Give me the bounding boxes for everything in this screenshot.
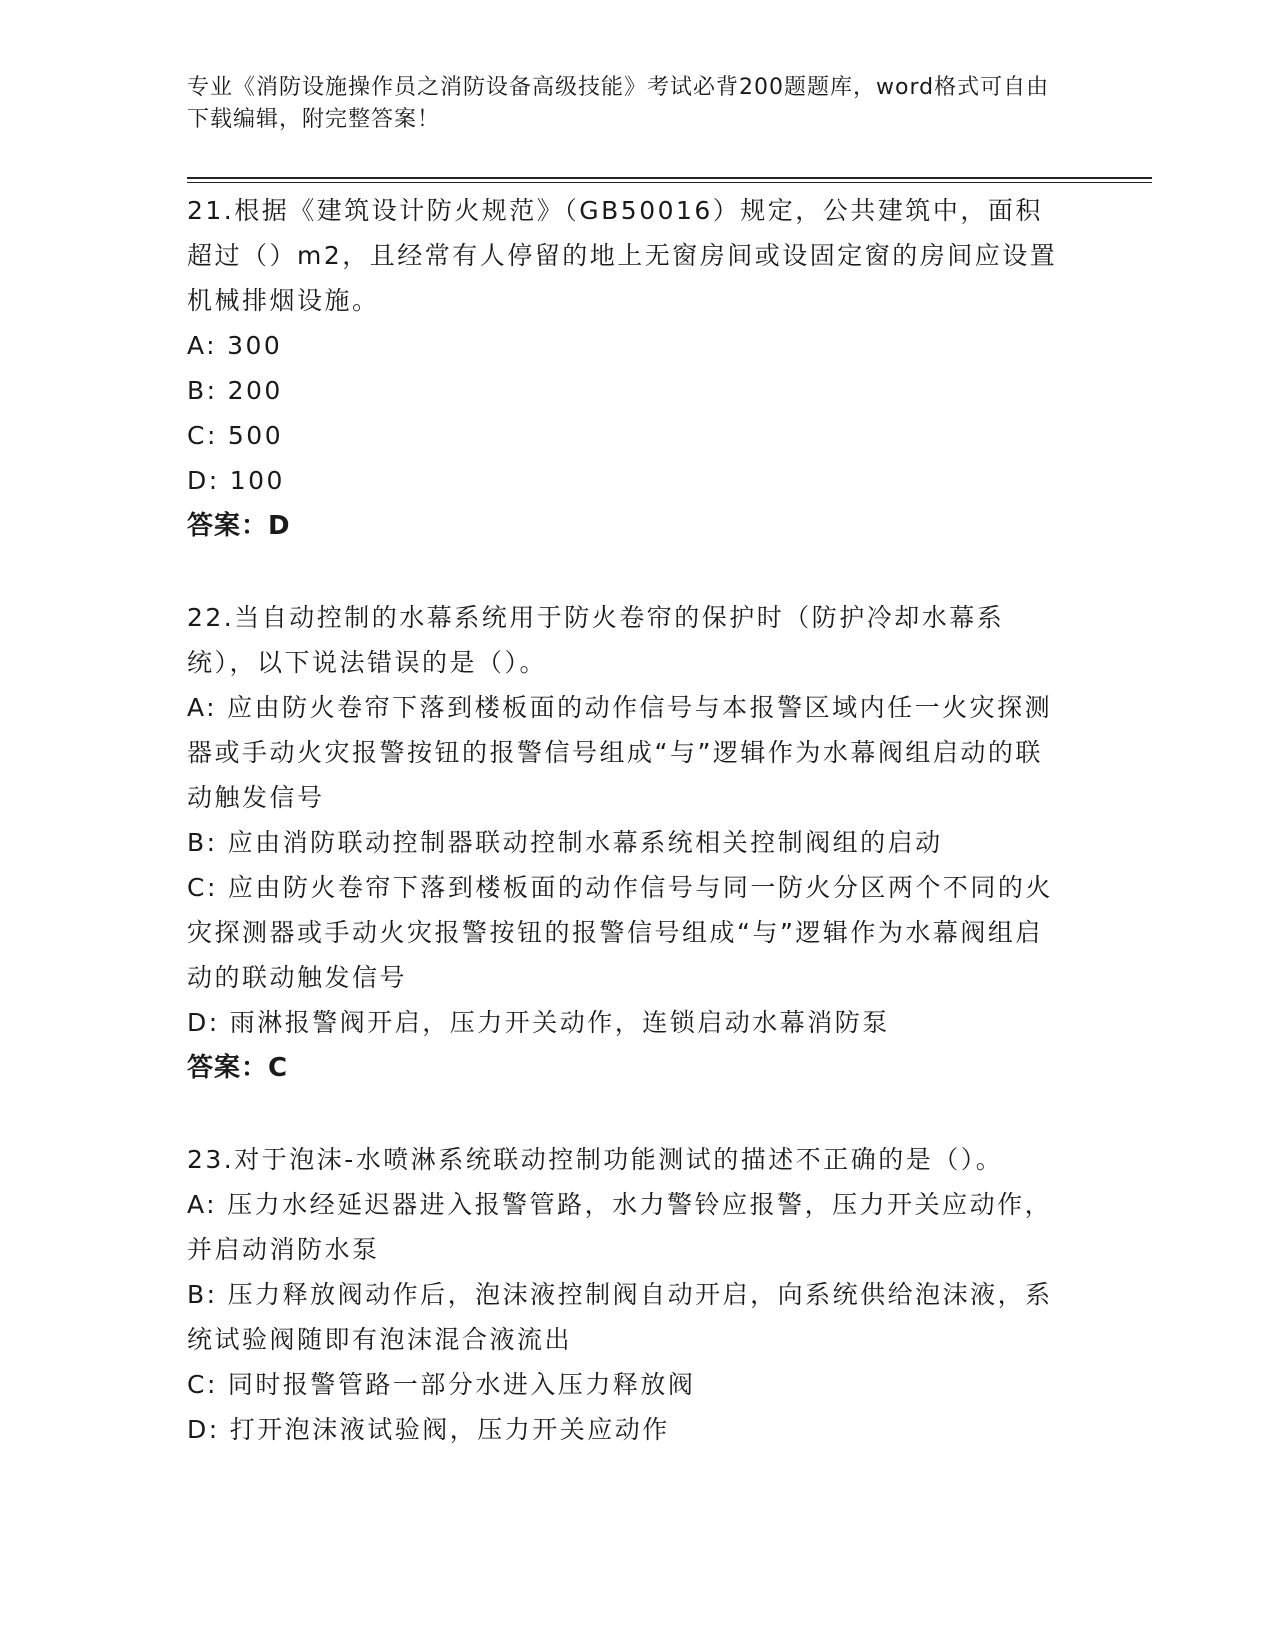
option-d [187,1000,1067,1045]
question-22 [187,595,1067,1091]
answer-label: 答案：C [187,1053,289,1083]
option-b [187,1272,1067,1362]
option-text: 100 [229,466,285,495]
option-d [187,1407,1067,1452]
option-a [187,685,1067,820]
option-c [187,413,1067,458]
option-a [187,1182,1067,1272]
option-key: B: [187,828,218,857]
question-stem: 22.当自动控制的水幕系统用于防火卷帘的保护时（防护冷却水幕系统），以下说法错误的是（）。 [187,603,1005,677]
option-key: A: [187,693,218,722]
option-b [187,820,1067,865]
question-21 [187,188,1067,549]
question-list [187,188,1067,1498]
option-c [187,865,1067,1000]
option-key: C: [187,421,218,450]
option-key: D: [187,1415,220,1444]
option-text: 应由防火卷帘下落到楼板面的动作信号与同一防火分区两个不同的火灾探测器或手动火灾报警按钮的报警信号组成“与”逻辑作为水幕阀组启动的联动触发信号 [187,873,1053,992]
header-divider-thick [187,177,1152,179]
question-stem: 23.对于泡沫-水喷淋系统联动控制功能测试的描述不正确的是（）。 [187,1145,1004,1174]
option-text: 雨淋报警阀开启，压力开关动作，连锁启动水幕消防泵 [229,1008,890,1037]
option-d [187,458,1067,503]
option-text: 打开泡沫液试验阀，压力开关应动作 [229,1415,670,1444]
option-key: A: [187,331,218,360]
option-key: B: [187,376,218,405]
option-text: 压力释放阀动作后，泡沫液控制阀自动开启，向系统供给泡沫液，系统试验阀随即有泡沫混合液流出 [187,1280,1053,1354]
option-b [187,368,1067,413]
option-key: C: [187,873,218,902]
option-text: 500 [227,421,284,450]
option-key: C: [187,1370,218,1399]
option-key: D: [187,1008,220,1037]
option-key: A: [187,1190,218,1219]
option-c [187,1362,1067,1407]
answer-label: 答案：D [187,511,291,541]
option-text: 应由防火卷帘下落到楼板面的动作信号与本报警区域内任一火灾探测器或手动火灾报警按钮的报警信号组成“与”逻辑作为水幕阀组启动的联动触发信号 [187,693,1053,812]
option-a [187,323,1067,368]
option-key: D: [187,466,220,495]
option-text: 同时报警管路一部分水进入压力释放阀 [227,1370,696,1399]
option-text: 压力水经延迟器进入报警管路，水力警铃应报警，压力开关应动作，并启动消防水泵 [187,1190,1053,1264]
option-text: 应由消防联动控制器联动控制水幕系统相关控制阀组的启动 [227,828,943,857]
question-23 [187,1137,1067,1452]
header-divider-thin [187,182,1152,183]
option-key: B: [187,1280,218,1309]
option-text: 200 [227,376,283,405]
option-text: 300 [227,331,283,360]
document-header: 专业《消防设施操作员之消防设备高级技能》考试必背200题题库，word格式可自由下载编辑，附完整答案！ [187,75,1050,132]
question-stem: 21.根据《建筑设计防火规范》（GB50016）规定，公共建筑中，面积超过（）m2，且经常有人停留的地上无窗房间或设固定窗的房间应设置机械排烟设施。 [187,196,1058,315]
